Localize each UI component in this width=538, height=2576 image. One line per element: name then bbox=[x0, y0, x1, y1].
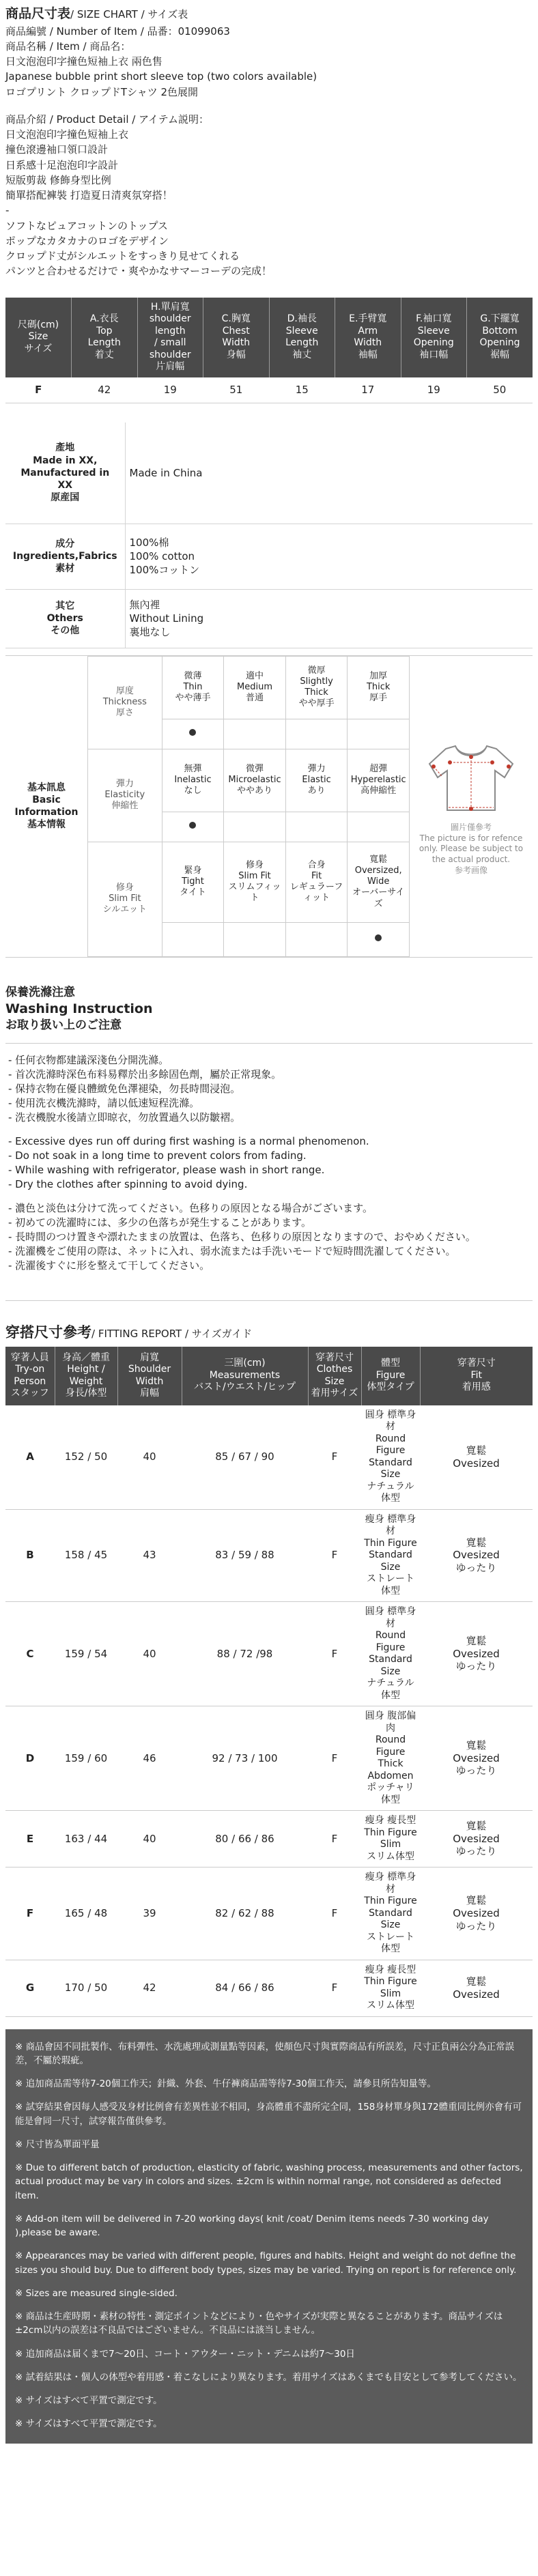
fitting-cell: F bbox=[308, 1509, 361, 1602]
wash-cn-list bbox=[8, 1053, 530, 1125]
fitting-cell: 46 bbox=[117, 1706, 182, 1811]
fitting-cell: 寬鬆 Ovesized ゆったり bbox=[420, 1509, 533, 1602]
ingredient-value: 100%棉 100% cotton 100%コットン bbox=[125, 524, 533, 589]
product-header bbox=[5, 0, 533, 278]
fitting-cell: D bbox=[5, 1706, 55, 1811]
size-chart-title: 商品尺寸表/ SIZE CHART / サイズ表 bbox=[5, 6, 188, 21]
origin-label: 產地 Made in XX, Manufactured in XX 原産国 bbox=[5, 423, 125, 524]
thickness-option: 微厚 Slightly Thick やや厚手 bbox=[285, 656, 348, 719]
fitting-header-cell: 肩寬 Shoulder Width 肩幅 bbox=[117, 1347, 182, 1405]
elasticity-option: 無彈 Inelastic なし bbox=[162, 749, 224, 812]
fitting-row bbox=[5, 1811, 533, 1867]
wash-en-item: - Do not soak in a long time to prevent colors from fading. bbox=[8, 1149, 307, 1162]
wash-cn-item: - 任何衣物都建議深淺色分開洗滌。 bbox=[8, 1054, 169, 1067]
size-header-cell: H.單肩寬 shoulder length / small shoulder 片肩幅 bbox=[137, 298, 203, 377]
figure-note: 圖片僅參考 The picture is for refence only. Please be subject to the actual product. 参考画像 bbox=[419, 822, 524, 875]
detail-cn-line: 日系感十足泡泡印字設計 bbox=[5, 158, 119, 171]
elasticity-option: 超彈 Hyperelastic 高伸縮性 bbox=[348, 749, 410, 812]
fitting-cell: 43 bbox=[117, 1509, 182, 1602]
size-cell: 19 bbox=[137, 377, 203, 403]
fitting-cell: 圓身 標準身材 Round Figure Standard Size ナチュラル体型 bbox=[361, 1602, 420, 1706]
product-info-table bbox=[5, 423, 533, 648]
note-item: ※ Add-on item will be delivered in 7-20 working days( knit /coat/ Denim items needs 7-30 working day ),please be aware. bbox=[15, 2213, 489, 2238]
selected-dot-icon bbox=[189, 822, 196, 829]
fit-label: 修身 Slim Fit シルエット bbox=[88, 842, 162, 956]
size-cell: 42 bbox=[72, 377, 138, 403]
fitting-cell: B bbox=[5, 1509, 55, 1602]
wash-jp-list bbox=[8, 1201, 530, 1273]
fitting-cell: A bbox=[5, 1405, 55, 1510]
thickness-marker-cell bbox=[162, 719, 224, 749]
item-name-cn: 日文泡泡印字撞色短袖上衣 兩色售 bbox=[5, 55, 162, 68]
detail-jp-line: ポップなカタカナのロゴをデザイン bbox=[5, 234, 169, 247]
detail-cn-line: 短版剪裁 修飾身型比例 bbox=[5, 173, 111, 186]
fitting-cell: 83 / 59 / 88 bbox=[182, 1509, 308, 1602]
origin-value: Made in China bbox=[125, 423, 533, 524]
other-label: 其它 Others その他 bbox=[5, 589, 125, 648]
product-detail-cn bbox=[5, 128, 533, 202]
fitting-cell: 圓身 腹部偏肉 Round Figure Thick Abdomen ポッチャリ体型 bbox=[361, 1706, 420, 1811]
note-item: ※ Sizes are measured single-sided. bbox=[15, 2287, 178, 2299]
fit-option: 修身 Slim Fit スリムフィット bbox=[224, 842, 286, 922]
other-value: 無內裡 Without Lining 裏地なし bbox=[125, 589, 533, 648]
fitting-cell: F bbox=[308, 1960, 361, 2016]
wash-jp-item: - 洗濯機をご使用の際は、ネットに入れ、弱水流または手洗いモードで短時間洗濯してください。 bbox=[8, 1245, 456, 1258]
fitting-cell: 40 bbox=[117, 1811, 182, 1867]
fitting-cell: 瘦身 標準身材 Thin Figure Standard Size ストレート体型 bbox=[361, 1509, 420, 1602]
fitting-row bbox=[5, 1509, 533, 1602]
note-item: ※ Due to different batch of production, elasticity of fabric, washing process, measurements and other factors, actual product may be vary in colors and sizes. ±2cm is within normal range, not considered as defected item. bbox=[15, 2162, 523, 2201]
tshirt-diagram-icon bbox=[420, 736, 522, 818]
fitting-cell: 159 / 54 bbox=[55, 1602, 117, 1706]
fitting-cell: F bbox=[5, 1867, 55, 1960]
thickness-option: 加厚 Thick 厚手 bbox=[348, 656, 410, 719]
fitting-cell: 42 bbox=[117, 1960, 182, 2016]
fitting-cell: G bbox=[5, 1960, 55, 2016]
wash-en-list bbox=[8, 1134, 530, 1192]
item-name-label: 商品名稱 / Item / 商品名： bbox=[5, 40, 131, 53]
other-row bbox=[5, 589, 533, 648]
wash-details bbox=[5, 1043, 533, 1301]
fitting-cell: F bbox=[308, 1602, 361, 1706]
size-header-cell: D.袖長 Sleeve Length 袖丈 bbox=[269, 298, 335, 377]
fitting-cell: 82 / 62 / 88 bbox=[182, 1867, 308, 1960]
fitting-cell: F bbox=[308, 1867, 361, 1960]
wash-jp-item: - 初めての洗濯時には、多少の色落ちが発生することがあります。 bbox=[8, 1216, 311, 1229]
size-chart-header bbox=[5, 298, 533, 377]
size-cell: 19 bbox=[401, 377, 467, 403]
fitting-cell: 39 bbox=[117, 1867, 182, 1960]
wash-jp-item: - 洗濯後すぐに形を整えて干してください。 bbox=[8, 1259, 210, 1272]
fitting-cell: 瘦身 瘦長型 Thin Figure Slim スリム体型 bbox=[361, 1811, 420, 1867]
wash-en-item: - Dry the clothes after spinning to avoid dying. bbox=[8, 1178, 248, 1191]
fitting-header-cell: 體型 Figure 体型タイプ bbox=[361, 1347, 420, 1405]
size-header-cell: C.胸寬 Chest Width 身幅 bbox=[203, 298, 270, 377]
fit-option: 寬鬆 Oversized, Wide オーバーサイズ bbox=[348, 842, 410, 922]
wash-jp-item: - 長時間のつけ置きや漂れたままの放置は、色落ち、色移りの原因となりますので、おやめください。 bbox=[8, 1231, 476, 1244]
note-item: ※ 商品會因不同批製作、布料彈性、水洗處理或測量點等因素，使顏色尺寸與實際商品有所誤差，尺寸正負兩公分為正常誤差，不屬於瑕疵。 bbox=[15, 2041, 515, 2066]
fitting-cell: 40 bbox=[117, 1405, 182, 1510]
origin-row bbox=[5, 423, 533, 524]
elasticity-options-row bbox=[88, 749, 410, 812]
note-item: ※ Appearances may be varied with different people, figures and habits. Height and weight do not define the sizes you should buy. Due to different body types, sizes may be varied. Trying on report is for reference only. bbox=[15, 2250, 517, 2276]
fitting-report-table bbox=[5, 1347, 533, 2017]
ingredient-row bbox=[5, 524, 533, 589]
fitting-cell: 40 bbox=[117, 1602, 182, 1706]
fitting-cell: F bbox=[308, 1405, 361, 1510]
fitting-cell: 163 / 44 bbox=[55, 1811, 117, 1867]
detail-cn-line: 簡單搭配褲裝 打造夏日清爽氛穿搭！ bbox=[5, 189, 173, 202]
thickness-label: 厚度 Thickness 厚さ bbox=[88, 656, 162, 749]
size-header-cell: A.衣長 Top Length 着丈 bbox=[72, 298, 138, 377]
wash-title-en: Washing Instruction bbox=[5, 1001, 153, 1016]
fitting-cell: 寬鬆 Ovesized ゆったり bbox=[420, 1706, 533, 1811]
fitting-cell: E bbox=[5, 1811, 55, 1867]
note-item: ※ サイズはすべて平置で測定です。 bbox=[15, 2395, 162, 2406]
fitting-row bbox=[5, 1602, 533, 1706]
fitting-cell: 寬鬆 Ovesized ゆったり bbox=[420, 1602, 533, 1706]
size-cell: 15 bbox=[269, 377, 335, 403]
fitting-row bbox=[5, 1960, 533, 2016]
washing-instruction bbox=[5, 985, 533, 1302]
fitting-cell: 170 / 50 bbox=[55, 1960, 117, 2016]
detail-separator: - bbox=[5, 204, 10, 217]
fit-marker-cell bbox=[348, 922, 410, 956]
thickness-option: 微薄 Thin やや薄手 bbox=[162, 656, 224, 719]
size-cell: 17 bbox=[335, 377, 401, 403]
note-item: ※ 商品は生産時期・素材の特性・測定ポイントなどにより・色やサイズが実際と異なることがあります。商品サイズは±2cm以内の誤差は不良品ではございません。不良品には該当しません。 bbox=[15, 2311, 503, 2336]
fitting-header-cell: 穿著尺寸 Fit 着用感 bbox=[420, 1347, 533, 1405]
size-header-cell: F.袖口寬 Sleeve Opening 袖口幅 bbox=[401, 298, 467, 377]
size-cell: 50 bbox=[467, 377, 533, 403]
fitting-cell: 圓身 標準身材 Round Figure Standard Size ナチュラル体型 bbox=[361, 1405, 420, 1510]
detail-jp-line: ソフトなピュアコットンのトップス bbox=[5, 219, 168, 232]
selected-dot-icon bbox=[375, 934, 382, 941]
detail-jp-line: クロップド丈がシルエットをすっきり見せてくれる bbox=[5, 250, 240, 263]
detail-cn-line: 撞色滾邊袖口領口設計 bbox=[5, 143, 109, 156]
fitting-cell: C bbox=[5, 1602, 55, 1706]
fitting-header bbox=[5, 1347, 533, 1405]
note-item: ※ 尺寸皆為單面平量 bbox=[15, 2138, 100, 2150]
fitting-cell: 88 / 72 /98 bbox=[182, 1602, 308, 1706]
thickness-option: 適中 Medium 普通 bbox=[224, 656, 286, 719]
wash-jp-item: - 濃色と淡色は分けて洗ってください。色移りの原因となる場合がございます。 bbox=[8, 1202, 373, 1215]
wash-cn-item: - 洗衣機脫水後請立即晾衣，勿放置過久以防皺褶。 bbox=[8, 1111, 241, 1124]
fitting-cell: 165 / 48 bbox=[55, 1867, 117, 1960]
wash-en-item: - While washing with refrigerator, please wash in short range. bbox=[8, 1164, 325, 1177]
wash-en-item: - Excessive dyes run off during first washing is a normal phenomenon. bbox=[8, 1135, 369, 1148]
garment-figure bbox=[410, 656, 533, 957]
fitting-body bbox=[5, 1405, 533, 2017]
basic-information bbox=[5, 655, 533, 958]
note-item: ※ サイズはすべて平置で測定です。 bbox=[15, 2418, 162, 2430]
basic-info-label: 基本訊息 Basic Information 基本情報 bbox=[14, 782, 79, 831]
size-row bbox=[5, 377, 533, 403]
product-detail-label: 商品介紹 / Product Detail / アイテム説明： bbox=[5, 113, 209, 126]
attribute-grid bbox=[87, 656, 410, 957]
fitting-cell: 寬鬆 Ovesized bbox=[420, 1405, 533, 1510]
thickness-options-row bbox=[88, 656, 410, 719]
fitting-cell: F bbox=[308, 1706, 361, 1811]
fitting-header-cell: 穿著尺寸 Clothes Size 着用サイズ bbox=[308, 1347, 361, 1405]
elasticity-marker-cell bbox=[224, 812, 286, 842]
fitting-row bbox=[5, 1405, 533, 1510]
wash-title-jp: お取り扱い上のご注意 bbox=[5, 1018, 122, 1033]
elasticity-marker-cell bbox=[285, 812, 348, 842]
fit-option: 合身 Fit レギュラーフィット bbox=[285, 842, 348, 922]
fitting-cell: 158 / 45 bbox=[55, 1509, 117, 1602]
wash-title-cn: 保養洗滌注意 bbox=[5, 985, 75, 999]
wash-cn-item: - 首次洗滌時深色布料易釋於出多餘固色劑，屬於正常現象。 bbox=[8, 1068, 282, 1081]
elasticity-option: 彈力 Elastic あり bbox=[285, 749, 348, 812]
thickness-marker-cell bbox=[224, 719, 286, 749]
size-chart-table bbox=[5, 298, 533, 404]
size-cell: F bbox=[5, 377, 72, 403]
elasticity-marker-cell bbox=[348, 812, 410, 842]
fitting-cell: 瘦身 標準身材 Thin Figure Standard Size ストレート体型 bbox=[361, 1867, 420, 1960]
fitting-cell: 84 / 66 / 86 bbox=[182, 1960, 308, 2016]
fitting-cell: 寬鬆 Ovesized ゆったり bbox=[420, 1867, 533, 1960]
fitting-cell: 85 / 67 / 90 bbox=[182, 1405, 308, 1510]
elasticity-label: 彈力 Elasticity 伸縮性 bbox=[88, 749, 162, 842]
size-header-cell: E.手臂寬 Arm Width 袖幅 bbox=[335, 298, 401, 377]
item-number: 商品編號 / Number of Item / 品番：01099063 bbox=[5, 25, 230, 38]
fitting-cell: 159 / 60 bbox=[55, 1706, 117, 1811]
fitting-header-cell: 三圍(cm) Measurements バスト/ウエスト/ヒップ bbox=[182, 1347, 308, 1405]
fitting-report-title: 穿搭尺寸參考/ FITTING REPORT / サイズガイド bbox=[5, 1324, 253, 1341]
fitting-cell: 瘦身 瘦長型 Thin Figure Slim スリム体型 bbox=[361, 1960, 420, 2016]
note-item: ※ 試穿結果會因每人感受及身材比例會有差異性並不相同，身高體重不盡所完全同，158身材單身與172體重同比例亦會有可能是會同一尺寸，試穿報告僅供參考。 bbox=[15, 2102, 522, 2127]
thickness-marker-cell bbox=[348, 719, 410, 749]
size-chart-body bbox=[5, 377, 533, 403]
fit-marker-cell bbox=[162, 922, 224, 956]
fitting-cell: 寬鬆 Ovesized bbox=[420, 1960, 533, 2016]
elasticity-marker-cell bbox=[162, 812, 224, 842]
note-item: ※ 試着結果は・個人の体型や着用感・着こなしにより異なります。着用サイズはあくまでも目安として参考してください。 bbox=[15, 2371, 522, 2383]
fitting-cell: F bbox=[308, 1811, 361, 1867]
wash-cn-item: - 使用洗衣機洗滌時，請以低速短程洗滌。 bbox=[8, 1097, 200, 1110]
item-name-jp: ロゴプリント クロップドTシャツ 2色展開 bbox=[5, 85, 199, 98]
size-cell: 51 bbox=[203, 377, 270, 403]
fitting-header-cell: 穿著人員 Try-on Person スタッフ bbox=[5, 1347, 55, 1405]
size-header-cell: 尺碼(cm) Size サイズ bbox=[5, 298, 72, 377]
fitting-cell: 80 / 66 / 86 bbox=[182, 1811, 308, 1867]
fitting-row bbox=[5, 1706, 533, 1811]
fitting-row bbox=[5, 1867, 533, 1960]
fitting-cell: 92 / 73 / 100 bbox=[182, 1706, 308, 1811]
fit-options-row bbox=[88, 842, 410, 922]
elasticity-option: 微彈 Microelastic ややあり bbox=[224, 749, 286, 812]
fitting-cell: 152 / 50 bbox=[55, 1405, 117, 1510]
fit-marker-cell bbox=[224, 922, 286, 956]
product-detail-jp bbox=[5, 219, 533, 278]
fitting-cell: 寬鬆 Ovesized ゆったり bbox=[420, 1811, 533, 1867]
size-header-cell: G.下擺寬 Bottom Opening 裾幅 bbox=[467, 298, 533, 377]
basic-info-grid bbox=[87, 656, 410, 957]
item-name-en: Japanese bubble print short sleeve top (two colors available) bbox=[5, 70, 317, 83]
product-notes bbox=[5, 2029, 533, 2444]
fit-marker-cell bbox=[285, 922, 348, 956]
ingredient-label: 成分 Ingredients,Fabrics 素材 bbox=[5, 524, 125, 589]
detail-jp-line: パンツと合わせるだけで・爽やかなサマーコーデの完成！ bbox=[5, 265, 272, 278]
fit-option: 緊身 Tight タイト bbox=[162, 842, 224, 922]
thickness-marker-cell bbox=[285, 719, 348, 749]
note-item: ※ 追加商品は届くまで7～20日、コート・アウター・ニット・デニムは約7～30日 bbox=[15, 2348, 355, 2360]
selected-dot-icon bbox=[189, 729, 196, 736]
detail-cn-line: 日文泡泡印字撞色短袖上衣 bbox=[5, 128, 129, 141]
note-item: ※ 追加商品需等待7-20個工作天；針織、外套、牛仔褲商品需等待7-30個工作天，請參貝所告知量等。 bbox=[15, 2078, 436, 2089]
fitting-header-cell: 身高／體重 Height / Weight 身長/体型 bbox=[55, 1347, 117, 1405]
wash-cn-item: - 保持衣物在優良體緻免色澤褪染，勿長時間浸泡。 bbox=[8, 1083, 241, 1096]
